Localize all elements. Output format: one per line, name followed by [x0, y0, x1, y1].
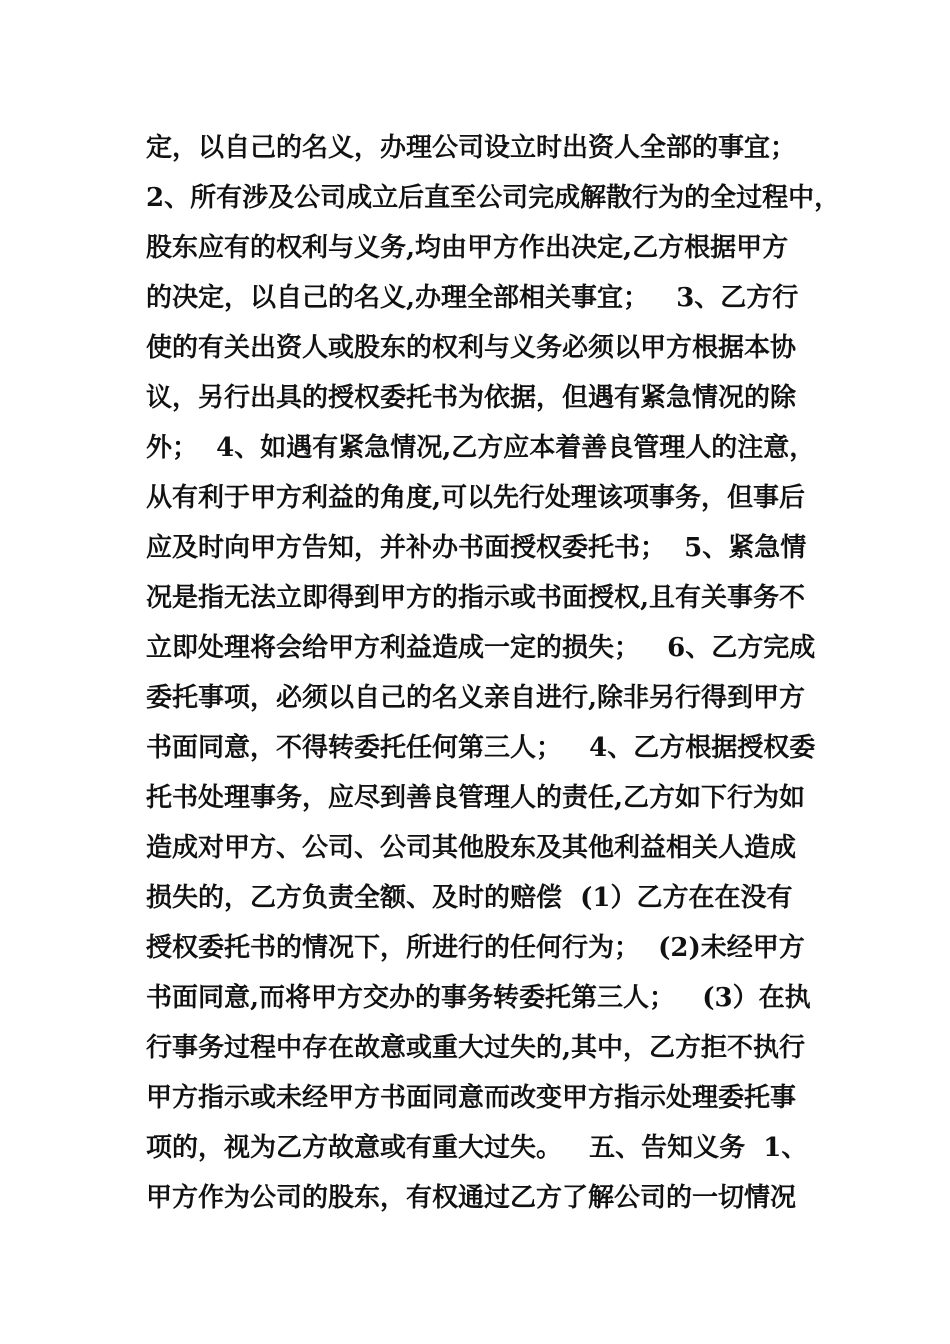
text-line: 造成对甲方、公司、公司其他股东及其他利益相关人造成 — [146, 833, 797, 863]
text-line: 况是指无法立即得到甲方的指示或书面授权,且有关事务不 — [146, 583, 806, 613]
text-line: 应及时向甲方告知，并补办书面授权委托书； 5、紧急情 — [146, 533, 807, 563]
text-line: 托书处理事务，应尽到善良管理人的责任,乙方如下行为如 — [146, 783, 806, 813]
text-line: 股东应有的权利与义务,均由甲方作出决定,乙方根据甲方 — [146, 233, 789, 263]
text-line: 书面同意,而将甲方交办的事务转委托第三人； (3）在执 — [146, 983, 811, 1013]
text-line: 委托事项，必须以自己的名义亲自进行,除非另行得到甲方 — [146, 683, 806, 713]
text-line: 甲方指示或未经甲方书面同意而改变甲方指示处理委托事 — [146, 1083, 797, 1113]
text-line: 2、所有涉及公司成立后直至公司完成解散行为的全过程中， — [146, 183, 841, 213]
text-line: 书面同意，不得转委托任何第三人； 4、乙方根据授权委 — [146, 733, 816, 763]
text-line: 外； 4、如遇有紧急情况,乙方应本着善良管理人的注意， — [146, 433, 816, 463]
text-line: 议，另行出具的授权委托书为依据，但遇有紧急情况的除 — [146, 383, 797, 413]
text-line: 授权委托书的情况下，所进行的任何行为； (2)未经甲方 — [146, 933, 805, 963]
text-line: 甲方作为公司的股东，有权通过乙方了解公司的一切情况 — [146, 1183, 797, 1213]
text-line: 立即处理将会给甲方利益造成一定的损失； 6、乙方完成 — [146, 633, 816, 663]
body-text — [146, 123, 841, 1223]
text-line: 行事务过程中存在故意或重大过失的,其中，乙方拒不执行 — [146, 1033, 806, 1063]
text-line: 的决定，以自己的名义,办理全部相关事宜； 3、乙方行 — [146, 283, 799, 313]
text-line: 从有利于甲方利益的角度,可以先行处理该项事务，但事后 — [146, 483, 806, 513]
text-line: 项的，视为乙方故意或有重大过失。 五、告知义务 1、 — [146, 1133, 808, 1163]
text-line: 使的有关出资人或股东的权利与义务必须以甲方根据本协 — [146, 333, 797, 363]
text-line: 损失的，乙方负责全额、及时的赔偿 (1）乙方在在没有 — [146, 883, 793, 913]
text-line: 定，以自己的名义，办理公司设立时出资人全部的事宜； — [146, 133, 797, 163]
